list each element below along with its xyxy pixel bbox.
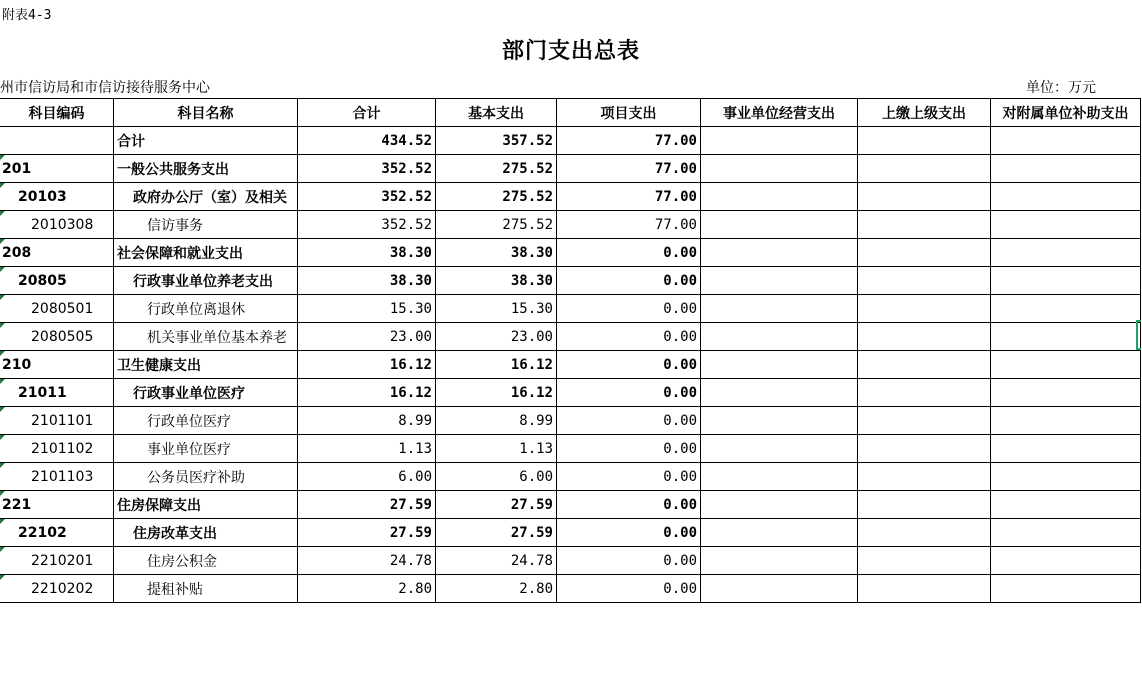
table-row [0,267,1141,295]
basic-cell[interactable]: 6.00 [436,463,557,491]
subsidy-cell[interactable] [991,435,1141,463]
project-cell[interactable]: 77.00 [557,155,701,183]
name-cell[interactable]: 合计 [114,127,298,155]
basic-cell[interactable]: 38.30 [436,239,557,267]
basic-cell[interactable]: 27.59 [436,519,557,547]
name-cell[interactable]: 政府办公厅（室）及相关 [114,183,298,211]
basic-cell[interactable]: 15.30 [436,295,557,323]
project-cell[interactable]: 0.00 [557,239,701,267]
operating-cell[interactable] [701,491,858,519]
upper-cell[interactable] [858,519,991,547]
total-cell[interactable]: 1.13 [298,435,436,463]
project-cell[interactable]: 0.00 [557,351,701,379]
project-cell[interactable]: 0.00 [557,435,701,463]
upper-cell[interactable] [858,407,991,435]
upper-cell[interactable] [858,491,991,519]
project-cell[interactable]: 77.00 [557,127,701,155]
upper-cell[interactable] [858,155,991,183]
expenditure-table [0,98,1141,603]
basic-cell[interactable]: 16.12 [436,379,557,407]
subsidy-cell[interactable] [991,155,1141,183]
name-cell[interactable]: 行政单位医疗 [114,407,298,435]
subsidy-cell[interactable] [991,407,1141,435]
table-row [0,519,1141,547]
basic-cell[interactable]: 357.52 [436,127,557,155]
code-cell[interactable]: 2010308 [0,211,114,239]
table-row [0,211,1141,239]
basic-cell[interactable]: 23.00 [436,323,557,351]
table-row [0,155,1141,183]
name-cell[interactable]: 提租补贴 [114,575,298,603]
organization-name: 州市信访局和市信访接待服务中心 [0,80,210,96]
table-row [0,127,1141,155]
table-row [0,351,1141,379]
code-cell[interactable] [0,127,114,155]
upper-cell[interactable] [858,239,991,267]
basic-cell[interactable]: 275.52 [436,155,557,183]
operating-cell[interactable] [701,519,858,547]
total-cell[interactable]: 16.12 [298,379,436,407]
total-cell[interactable]: 434.52 [298,127,436,155]
table-header-row [0,99,1141,127]
basic-cell[interactable]: 16.12 [436,351,557,379]
operating-cell[interactable] [701,547,858,575]
total-cell[interactable]: 24.78 [298,547,436,575]
table-row [0,239,1141,267]
project-cell[interactable]: 0.00 [557,491,701,519]
code-cell[interactable]: 221 [0,491,114,519]
upper-cell[interactable] [858,183,991,211]
table-row [0,323,1141,351]
column-header[interactable]: 上缴上级支出 [858,99,991,127]
subsidy-cell[interactable] [991,547,1141,575]
operating-cell[interactable] [701,211,858,239]
basic-cell[interactable]: 1.13 [436,435,557,463]
operating-cell[interactable] [701,323,858,351]
table-row [0,295,1141,323]
operating-cell[interactable] [701,183,858,211]
code-cell[interactable]: 22102 [0,519,114,547]
upper-cell[interactable] [858,575,991,603]
column-header[interactable]: 合计 [298,99,436,127]
total-cell[interactable]: 27.59 [298,519,436,547]
code-cell[interactable]: 2101103 [0,463,114,491]
upper-cell[interactable] [858,267,991,295]
total-cell[interactable]: 16.12 [298,351,436,379]
table-row [0,491,1141,519]
code-cell[interactable]: 20805 [0,267,114,295]
basic-cell[interactable]: 27.59 [436,491,557,519]
name-cell[interactable]: 信访事务 [114,211,298,239]
name-cell[interactable]: 卫生健康支出 [114,351,298,379]
column-header[interactable]: 基本支出 [436,99,557,127]
name-cell[interactable]: 行政单位离退休 [114,295,298,323]
column-header[interactable]: 事业单位经营支出 [701,99,858,127]
subsidy-cell[interactable] [991,211,1141,239]
upper-cell[interactable] [858,211,991,239]
total-cell[interactable]: 38.30 [298,239,436,267]
basic-cell[interactable]: 24.78 [436,547,557,575]
basic-cell[interactable]: 2.80 [436,575,557,603]
project-cell[interactable]: 0.00 [557,575,701,603]
operating-cell[interactable] [701,463,858,491]
code-cell[interactable]: 2210202 [0,575,114,603]
code-cell[interactable]: 21011 [0,379,114,407]
subsidy-cell[interactable] [991,183,1141,211]
table-row [0,183,1141,211]
page-title: 部门支出总表 [501,38,640,64]
operating-cell[interactable] [701,379,858,407]
operating-cell[interactable] [701,435,858,463]
code-cell[interactable]: 2080505 [0,323,114,351]
name-cell[interactable]: 事业单位医疗 [114,435,298,463]
subsidy-cell[interactable] [991,519,1141,547]
basic-cell[interactable]: 38.30 [436,267,557,295]
column-header[interactable]: 科目名称 [114,99,298,127]
column-header[interactable]: 对附属单位补助支出 [991,99,1141,127]
total-cell[interactable]: 38.30 [298,267,436,295]
total-cell[interactable]: 352.52 [298,155,436,183]
total-cell[interactable]: 2.80 [298,575,436,603]
total-cell[interactable]: 6.00 [298,463,436,491]
total-cell[interactable]: 8.99 [298,407,436,435]
name-cell[interactable]: 行政事业单位医疗 [114,379,298,407]
subsidy-cell[interactable] [991,295,1141,323]
name-cell[interactable]: 社会保障和就业支出 [114,239,298,267]
table-row [0,435,1141,463]
table-row [0,379,1141,407]
subsidy-cell[interactable] [991,239,1141,267]
project-cell[interactable]: 0.00 [557,463,701,491]
column-header[interactable]: 科目编码 [0,99,114,127]
project-cell[interactable]: 0.00 [557,323,701,351]
subsidy-cell[interactable] [991,379,1141,407]
upper-cell[interactable] [858,127,991,155]
name-cell[interactable]: 住房保障支出 [114,491,298,519]
subsidy-cell[interactable] [991,491,1141,519]
operating-cell[interactable] [701,127,858,155]
subsidy-cell[interactable] [991,323,1141,351]
code-cell[interactable]: 210 [0,351,114,379]
operating-cell[interactable] [701,295,858,323]
upper-cell[interactable] [858,379,991,407]
project-cell[interactable]: 77.00 [557,183,701,211]
subsidy-cell[interactable] [991,575,1141,603]
code-cell[interactable]: 2210201 [0,547,114,575]
subsidy-cell[interactable] [991,127,1141,155]
subsidy-cell[interactable] [991,267,1141,295]
basic-cell[interactable]: 275.52 [436,183,557,211]
subsidy-cell[interactable] [991,351,1141,379]
name-cell[interactable]: 机关事业单位基本养老 [114,323,298,351]
project-cell[interactable]: 0.00 [557,547,701,575]
project-cell[interactable]: 0.00 [557,407,701,435]
table-row [0,407,1141,435]
upper-cell[interactable] [858,295,991,323]
code-cell[interactable]: 2080501 [0,295,114,323]
name-cell[interactable]: 行政事业单位养老支出 [114,267,298,295]
attachment-label: 附表4-3 [2,8,52,23]
project-cell[interactable]: 0.00 [557,519,701,547]
upper-cell[interactable] [858,351,991,379]
upper-cell[interactable] [858,323,991,351]
project-cell[interactable]: 77.00 [557,211,701,239]
total-cell[interactable]: 15.30 [298,295,436,323]
project-cell[interactable]: 0.00 [557,379,701,407]
total-cell[interactable]: 352.52 [298,211,436,239]
column-header[interactable]: 项目支出 [557,99,701,127]
total-cell[interactable]: 27.59 [298,491,436,519]
name-cell[interactable]: 公务员医疗补助 [114,463,298,491]
table-body [0,127,1141,603]
table-row [0,575,1141,603]
total-cell[interactable]: 23.00 [298,323,436,351]
upper-cell[interactable] [858,547,991,575]
name-cell[interactable]: 住房改革支出 [114,519,298,547]
code-cell[interactable]: 2101102 [0,435,114,463]
table-row [0,547,1141,575]
operating-cell[interactable] [701,239,858,267]
code-cell[interactable]: 20103 [0,183,114,211]
project-cell[interactable]: 0.00 [557,295,701,323]
code-cell[interactable]: 208 [0,239,114,267]
name-cell[interactable]: 住房公积金 [114,547,298,575]
upper-cell[interactable] [858,435,991,463]
cell-selection-indicator [1136,320,1141,350]
code-cell[interactable]: 2101101 [0,407,114,435]
name-cell[interactable]: 一般公共服务支出 [114,155,298,183]
table-row [0,463,1141,491]
basic-cell[interactable]: 275.52 [436,211,557,239]
code-cell[interactable]: 201 [0,155,114,183]
unit-label: 单位：万元 [1026,80,1096,96]
total-cell[interactable]: 352.52 [298,183,436,211]
basic-cell[interactable]: 8.99 [436,407,557,435]
operating-cell[interactable] [701,267,858,295]
subsidy-cell[interactable] [991,463,1141,491]
upper-cell[interactable] [858,463,991,491]
operating-cell[interactable] [701,575,858,603]
project-cell[interactable]: 0.00 [557,267,701,295]
operating-cell[interactable] [701,155,858,183]
operating-cell[interactable] [701,407,858,435]
operating-cell[interactable] [701,351,858,379]
